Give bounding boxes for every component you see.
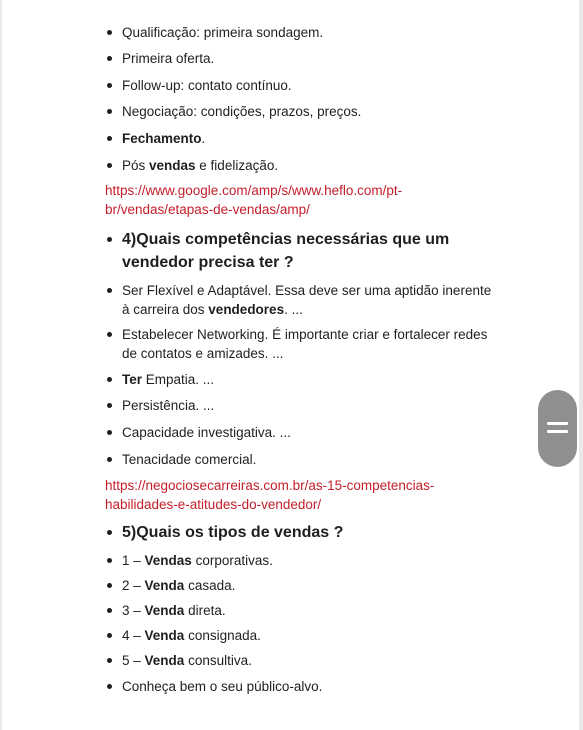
item-text: Estabelecer Networking. É importante criar e fortalecer redes de contatos e amizades. ... [122, 327, 488, 361]
list-item [122, 325, 502, 363]
item-text: 4 – [122, 628, 145, 643]
item-text: Tenacidade comercial. [122, 452, 257, 467]
list-item [122, 551, 502, 570]
list-item [122, 281, 502, 319]
list-item [122, 23, 502, 42]
item-text: 5 – [122, 653, 145, 668]
item-bold: vendedores [208, 302, 285, 317]
list-item [122, 76, 502, 95]
item-bold: vendas [149, 158, 196, 173]
item-text: corporativas. [191, 553, 273, 568]
source-link-etapas[interactable]: https://www.google.com/amp/s/www.heflo.com/pt-br/vendas/etapas-de-vendas/amp/ [105, 183, 403, 217]
item-text: Persistência. ... [122, 398, 215, 413]
item-bold: Venda [144, 628, 185, 643]
list-item [122, 102, 502, 121]
item-text: 3 – [122, 603, 145, 618]
item-text: consignada. [184, 628, 261, 643]
item-text: 2 – [122, 578, 145, 593]
list-item [122, 651, 502, 670]
item-text: Primeira oferta. [122, 51, 215, 66]
item-text: casada. [184, 578, 236, 593]
item-bold: Fechamento [122, 131, 202, 146]
item-bold: Ter [122, 372, 143, 387]
list-item [122, 370, 502, 389]
item-text: Ser Flexível e Adaptável. Essa deve ser uma aptidão inerente à carreira dos [122, 283, 492, 317]
item-text: direta. [184, 603, 226, 618]
list-item [122, 450, 502, 469]
item-text: 1 – [122, 553, 145, 568]
item-text: . ... [284, 302, 303, 317]
item-bold: Venda [144, 653, 185, 668]
item-text: Empatia. ... [142, 372, 215, 387]
item-bold: Vendas [144, 553, 192, 568]
document-page [2, 0, 579, 730]
list-item [122, 576, 502, 595]
item-text: Conheça bem o seu público-alvo. [122, 679, 323, 694]
item-bold: Venda [144, 603, 185, 618]
scroll-handle[interactable] [538, 390, 577, 467]
section-heading-q4 [122, 228, 502, 274]
item-text: Pós [122, 158, 150, 173]
list-item [122, 677, 502, 696]
item-text: . [201, 131, 206, 146]
list-item [122, 626, 502, 645]
item-text: e fidelização. [195, 158, 279, 173]
list-item [122, 601, 502, 620]
list-item [122, 396, 502, 415]
item-text: Qualificação: primeira sondagem. [122, 25, 324, 40]
item-bold: Venda [144, 578, 185, 593]
list-item [122, 423, 502, 442]
item-text: Capacidade investigativa. ... [122, 425, 291, 440]
item-text: consultiva. [184, 653, 252, 668]
item-text: Negociação: condições, prazos, preços. [122, 104, 362, 119]
list-item [122, 49, 502, 68]
list-item [122, 156, 502, 175]
heading-text: 5)Quais os tipos de vendas ? [122, 524, 344, 541]
heading-text: 4)Quais competências necessárias que um vendedor precisa ter ? [122, 231, 450, 271]
section-heading-q5 [122, 521, 502, 544]
source-link-competencias[interactable]: https://negociosecarreiras.com.br/as-15-competencias-habilidades-e-atitudes-do-vendedor/ [105, 478, 435, 512]
list-item [122, 129, 502, 148]
item-text: Follow-up: contato contínuo. [122, 78, 292, 93]
